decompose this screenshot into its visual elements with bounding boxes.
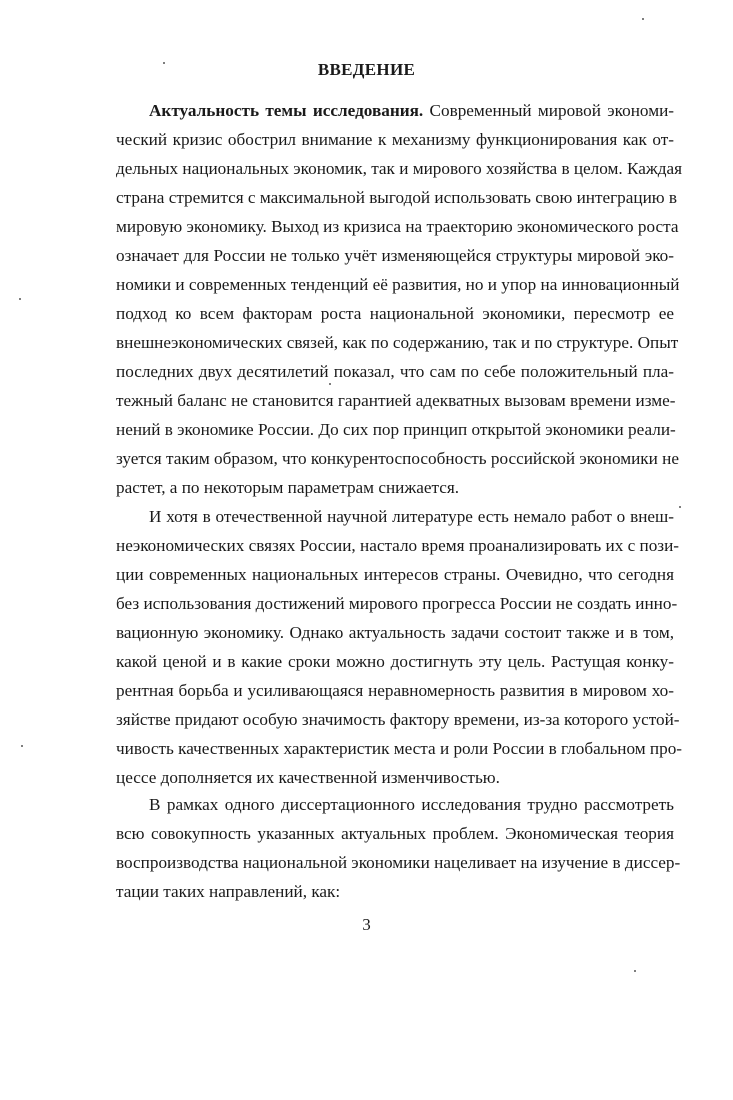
paragraph-line: ции современных национальных интересов страны. Очевидно, что сегодня (116, 565, 674, 584)
paragraph-line: без использования достижений мирового прогресса России не создать инно- (116, 594, 678, 613)
paragraph-line: цессе дополняется их качественной изменчивостью. (116, 768, 500, 787)
paragraph-line: подход ко всем факторам роста национальной экономики, пересмотр ее (116, 304, 674, 323)
paragraph-line: неэкономических связях России, настало время проанализировать их с пози- (116, 536, 680, 555)
paragraph-line: всю совокупность указанных актуальных проблем. Экономическая теория (116, 824, 674, 843)
paragraph-line: тации таких направлений, как: (116, 882, 341, 901)
page-number: 3 (362, 915, 371, 934)
paragraph-line: рентная борьба и усиливающаяся неравномерность развития в мировом хо- (116, 681, 674, 700)
section-title: ВВЕДЕНИЕ (317, 60, 416, 79)
paragraph-line: тежный баланс не становится гарантией адекватных вызовам времени изме- (116, 391, 676, 410)
paragraph-line: И хотя в отечественной научной литературе есть немало работ о внеш- (149, 507, 674, 526)
paragraph-line: мировую экономику. Выход из кризиса на траекторию экономического роста (116, 217, 679, 236)
scan-speck (642, 18, 644, 20)
paragraph-line: растет, а по некоторым параметрам снижается. (116, 478, 460, 497)
scan-speck (679, 506, 681, 508)
paragraph-relevance (116, 96, 683, 502)
paragraph-line: зяйстве придают особую значимость фактору времени, из-за которого устой- (116, 710, 680, 729)
scan-speck (19, 298, 21, 300)
paragraph-line (116, 96, 674, 125)
paragraph-line: вационную экономику. Однако актуальность задачи состоит также и в том, (116, 623, 674, 642)
lead-heading: Актуальность темы исследования. (149, 101, 424, 120)
paragraph-line: последних двух десятилетий показал, что сам по себе положительный пла- (116, 362, 674, 381)
scan-speck (163, 62, 165, 64)
paragraph-line: нений в экономике России. До сих пор принцип открытой экономики реали- (116, 420, 676, 439)
scan-speck (21, 745, 23, 747)
paragraph-line: воспроизводства национальной экономики нацеливает на изучение в диссер- (116, 853, 681, 872)
paragraph-line: какой ценой и в какие сроки можно достигнуть эту цель. Растущая конку- (116, 652, 674, 671)
paragraph-literature (116, 502, 683, 792)
paragraph-line: номики и современных тенденций её развития, но и упор на инновационный (116, 275, 680, 294)
first-line-text: Современный мировой экономи- (423, 101, 674, 120)
paragraph-line: означает для России не только учёт изменяющейся структуры мировой эко- (116, 246, 674, 265)
scan-speck (329, 383, 331, 385)
paragraph-line: В рамках одного диссертационного исследования трудно рассмотреть (149, 795, 674, 814)
paragraph-scope (116, 790, 681, 906)
paragraph-line: ческий кризис обострил внимание к механизму функционирования как от- (116, 130, 674, 149)
paragraph-line: зуется таким образом, что конкурентоспособность российской экономики не (116, 449, 679, 468)
paragraph-line: дельных национальных экономик, так и мирового хозяйства в целом. Каждая (116, 159, 683, 178)
paragraph-line: страна стремится с максимальной выгодой использовать свою интеграцию в (116, 188, 678, 207)
paragraph-line: чивость качественных характеристик места и роли России в глобальном про- (116, 739, 683, 758)
scan-speck (634, 970, 636, 972)
paragraph-line: внешнеэкономических связей, как по содержанию, так и по структуре. Опыт (116, 333, 679, 352)
